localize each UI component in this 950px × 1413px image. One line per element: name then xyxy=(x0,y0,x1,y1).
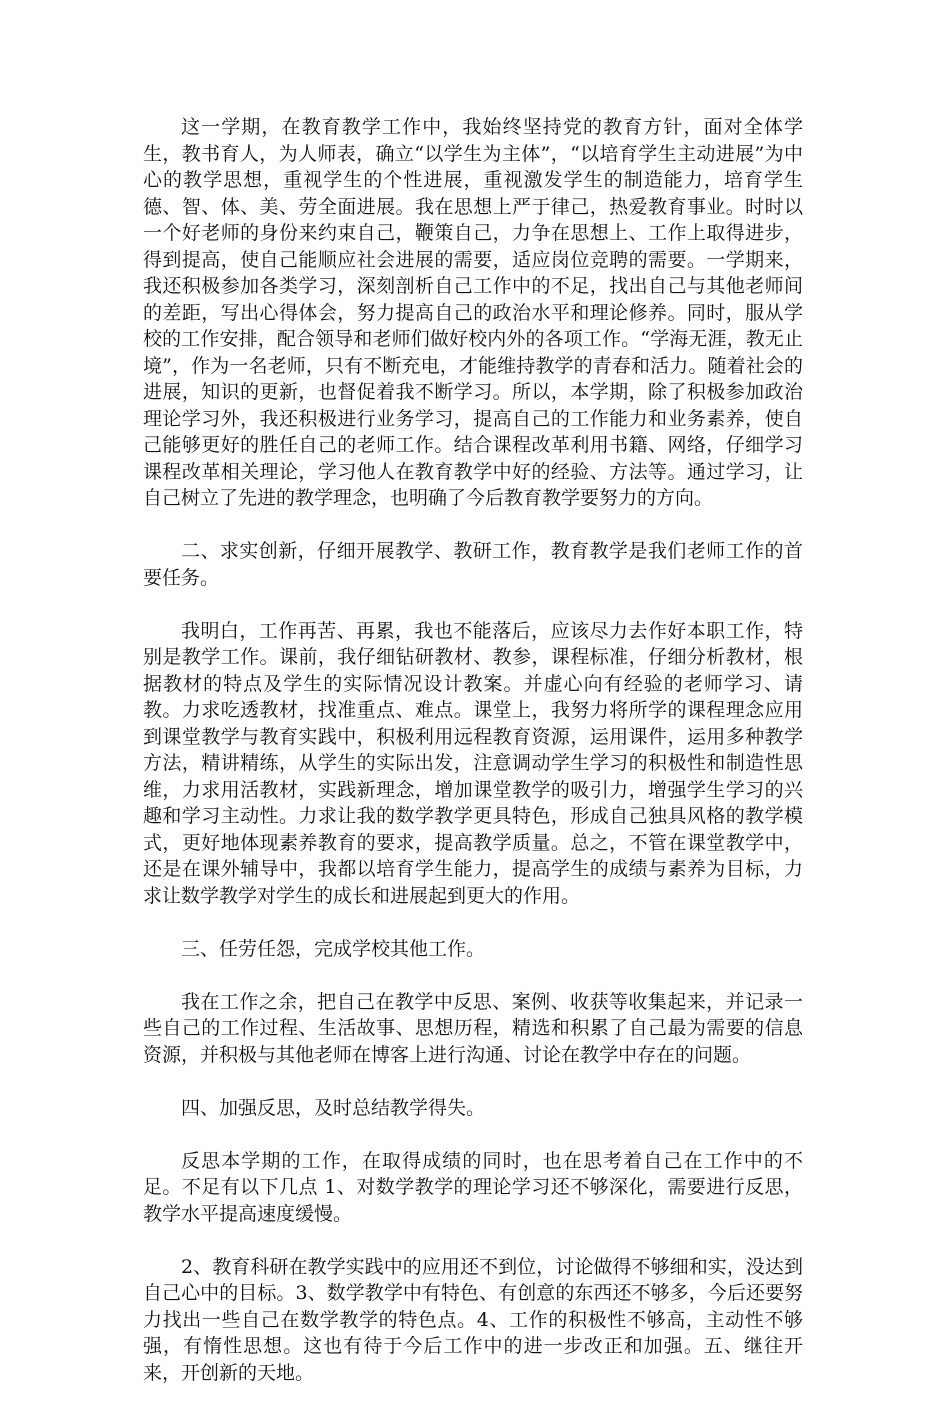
section-heading-other-work: 三、任劳任怨，完成学校其他工作。 xyxy=(181,937,486,960)
paragraph-study-reflection: 这一学期，在教育教学工作中，我始终坚持党的教育方针，面对全体学生，教书育人，为人师表，确立“以学生为主体”，“以培育学生主动进展”为中心的教学思想，重视学生的个性进展，重视激发学生的制造能力，培育学生德、智、体、美、劳全面进展。我在思想上严于律己，热爱教育事业。时时以一个好老师的身份来约束自己，鞭策自己，力争在思想上、工作上取得进步，得到提高，使自己能顺应社会进展的需要，适应岗位竞聘的需要。一学期来，我还积极参加各类学习，深刻剖析自己工作中的不足，找出自己与其他老师间的差距，写出心得体会，努力提高自己的政治水平和理论修养。同时，服从学校的工作安排，配合领导和老师们做好校内外的各项工作。“学海无涯，教无止境”，作为一名老师，只有不断充电，才能维持教学的青春和活力。随着社会的进展，知识的更新，也督促着我不断学习。所以，本学期，除了积极参加政治理论学习外，我还积极进行业务学习，提高自己的工作能力和业务素养，使自己能够更好的胜任自己的老师工作。结合课程改革利用书籍、网络，仔细学习课程改革相关理论，学习他人在教育教学中好的经验、方法等。通过学习，让自己树立了先进的教学理念，也明确了今后教育教学要努力的方向。 xyxy=(143,116,803,509)
document-page xyxy=(143,114,803,1413)
section-heading-teaching-research: 二、求实创新，仔细开展教学、教研工作，教育教学是我们老师工作的首要任务。 xyxy=(143,540,803,589)
paragraph-other-work: 我在工作之余，把自己在教学中反思、案例、收获等收集起来，并记录一些自己的工作过程、生活故事、思想历程，精选和积累了自己最为需要的信息资源，并积极与其他老师在博客上进行沟通、讨论在教学中存在的问题。 xyxy=(143,990,803,1066)
paragraph-shortcomings-continued: 2、教育科研在教学实践中的应用还不到位，讨论做得不够细和实，没达到自己心中的目标。3、数学教学中有特色、有创意的东西还不够多，今后还要努力找出一些自己在数学教学的特色点。4、工作的积极性不够高，主动性不够强，有惰性思想。这也有待于今后工作中的进一步改正和加强。五、继往开来，开创新的天地。 xyxy=(143,1255,803,1384)
paragraph-teaching-work: 我明白，工作再苦、再累，我也不能落后，应该尽力去作好本职工作，特别是教学工作。课前，我仔细钻研教材、教参，课程标准，仔细分析教材，根据教材的特点及学生的实际情况设计教案。并虚心向有经验的老师学习、请教。力求吃透教材，找准重点、难点。课堂上，我努力将所学的课程理念应用到课堂教学与教育实践中，积极利用远程教育资源，运用课件，运用多种教学方法，精讲精练，从学生的实际出发，注意调动学生学习的积极性和制造性思维，力求用活教材，实践新理念，增加课堂教学的吸引力，增强学生学习的兴趣和学习主动性。力求让我的数学教学更具特色，形成自己独具风格的教学模式，更好地体现素养教育的要求，提高教学质量。总之，不管在课堂教学中，还是在课外辅导中，我都以培育学生能力，提高学生的成绩与素养为目标，力求让数学教学对学生的成长和进展起到更大的作用。 xyxy=(143,619,803,907)
paragraph-shortcomings: 反思本学期的工作，在取得成绩的同时，也在思考着自己在工作中的不足。不足有以下几点 1、对数学教学的理论学习还不够深化，需要进行反思，教学水平提高速度缓慢。 xyxy=(143,1149,803,1225)
section-heading-reflection: 四、加强反思，及时总结教学得失。 xyxy=(181,1096,486,1119)
